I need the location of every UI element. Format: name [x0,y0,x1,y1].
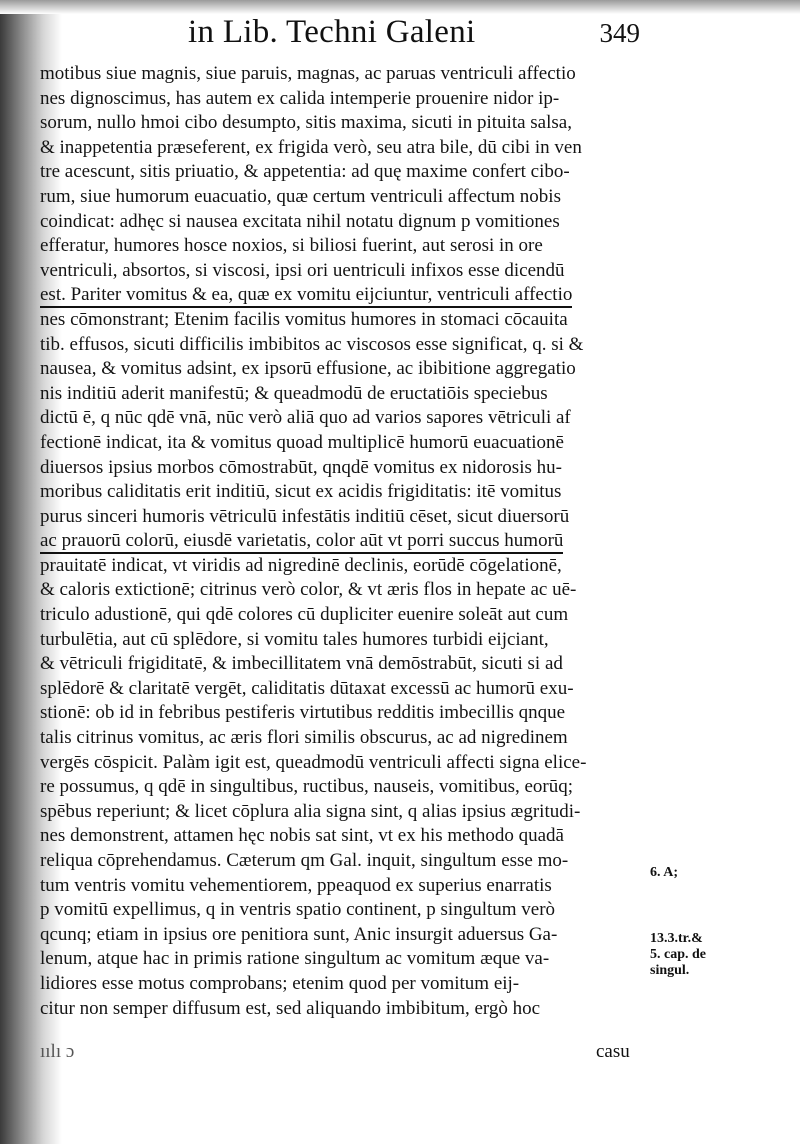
text-line: turbulētia, aut cū splēdore, si vomitu tales humores turbidi eijciant, [40,628,549,650]
text-line: reliqua cōprehendamus. Cæterum qm Gal. inquit, singultum esse mo- [40,850,569,871]
text-line: diuersos ipsius morbos cōmostrabūt, qnqdē vomitus ex nidorosis hu- [40,456,562,478]
text-line: & inappetentia præseferent, ex frigida verò, seu atra bile, dū cibi in ven [40,136,582,158]
text-line: nes demonstrent, attamen hęc nobis sat sint, vt ex his methodo quadā [40,825,564,847]
text-line: dictū ē, q nūc qdē vnā, nūc verò aliā quo ad varios sapores vētriculi af [40,407,571,429]
page-number: 349 [599,18,640,48]
text-line: ventriculi, absortos, si viscosi, ipsi ori uentriculi infixos esse dicendū [40,259,565,281]
text-line: re possumus, q qdē in singultibus, ructibus, nauseis, vomitibus, eorūq; [40,776,574,798]
text-line: nes cōmonstrant; Etenim facilis vomitus humores in stomaci cōcauita [40,308,568,330]
text-line: motibus siue magnis, siue paruis, magnas, ac paruas ventriculi affectio [40,63,576,84]
text-line: rum, siue humorum euacuatio, quæ certum ventriculi affectum nobis [40,185,561,207]
text-line: & vētriculi frigiditatē, & imbecillitatem vnā demōstrabūt, sicuti si ad [40,653,563,675]
text-line: splēdorē & claritatē vergēt, caliditatis dūtaxat excessū ac humorū exu- [40,677,574,699]
margin-note: 13.3.tr.& [650,931,703,946]
text-line-underlined [40,283,650,308]
margin-note: singul. [650,963,690,978]
text-line: nausea, & vomitus adsint, ex ipsorū effusione, ac ibibitione aggregatio [40,358,576,380]
body-text [40,62,650,1021]
text-line: moribus caliditatis erit inditiū, sicut ex acidis frigiditatis: itē vomitus [40,481,562,503]
underlined-passage: est. Pariter vomitus & ea, quæ ex vomitu eijciuntur, ventriculi affectio [40,284,572,308]
margin-note: 6. A; [650,865,678,880]
text-line: purus sinceri humoris vētriculū infestātis inditiū cēset, sicut diuersorū [40,505,570,527]
margin-notes [650,865,800,979]
catchword: casu [596,1041,630,1062]
underlined-passage: ac prauorū colorū, eiusdē varietatis, color aūt vt porri succus humorū [40,530,563,554]
text-line: sorum, nullo hmoi cibo desumpto, sitis maxima, sicuti in pituita salsa, [40,112,572,134]
text-line: p vomitū expellimus, q in ventris spatio continent, p singultum verò [40,899,556,921]
text-line: coindicat: adhęc si nausea excitata nihil notatu dignum p vomitiones [40,210,560,232]
text-line: vergēs cōspicit. Palàm igit est, queadmodū ventriculi affecti signa elice- [40,751,587,773]
text-line: triculo adustionē, qui qdē colores cū dupliciter euenire soleāt aut cum [40,604,569,626]
text-line: nis inditiū aderit manifestū; & queadmodū de eructatiōis speciebus [40,382,548,404]
text-line: qcunq; etiam in ipsius ore penitiora sunt, Anic insurgit aduersus Ga- [40,923,558,945]
margin-note: 5. cap. de [650,947,706,962]
text-line: tum ventris vomitu vehementiorem, ppeaquod ex superius enarratis [40,874,552,896]
text-line: nes dignoscimus, has autem ex calida intemperie prouenire nidor ip- [40,87,560,109]
text-line: lenum, atque hac in primis ratione singultum ac vomitum æque va- [40,948,550,970]
text-line: efferatur, humores hosce noxios, si biliosi fuerint, aut serosi in ore [40,235,543,257]
text-line: prauitatē indicat, vt viridis ad nigredinē declinis, eorūdē cōgelationē, [40,554,562,576]
text-line: tre acescunt, sitis priuatio, & appetentia: ad quę maxime confert cibo- [40,161,570,183]
text-line: talis citrinus vomitus, ac æris flori similis obscurus, ac ad nigredinem [40,727,568,749]
running-title: in Lib. Techni Galeni [188,14,476,50]
text-line-underlined [40,529,650,554]
page-header [188,14,648,58]
text-line: spēbus reperiunt; & licet cōplura alia signa sint, q alias ipsius ægritudi- [40,800,581,822]
text-line: tib. effusos, sicuti difficilis imbibitos ac viscosos esse significat, q. si & [40,333,584,355]
text-line: citur non semper diffusum est, sed aliquando imbibitum, ergò hoc [40,997,541,1019]
text-line: stionē: ob id in febribus pestiferis virtutibus redditis imbecillis qnque [40,702,566,724]
bleed-through-text: ıılı ɔ [40,1041,75,1062]
text-line: lidiores esse motus comprobans; etenim quod per vomitum eij- [40,972,520,994]
text-line: fectionē indicat, ita & vomitus quoad multiplicē humorū euacuationē [40,431,564,453]
text-line: & caloris extictionē; citrinus verò color, & vt æris flos in hepate ac uē- [40,579,577,601]
